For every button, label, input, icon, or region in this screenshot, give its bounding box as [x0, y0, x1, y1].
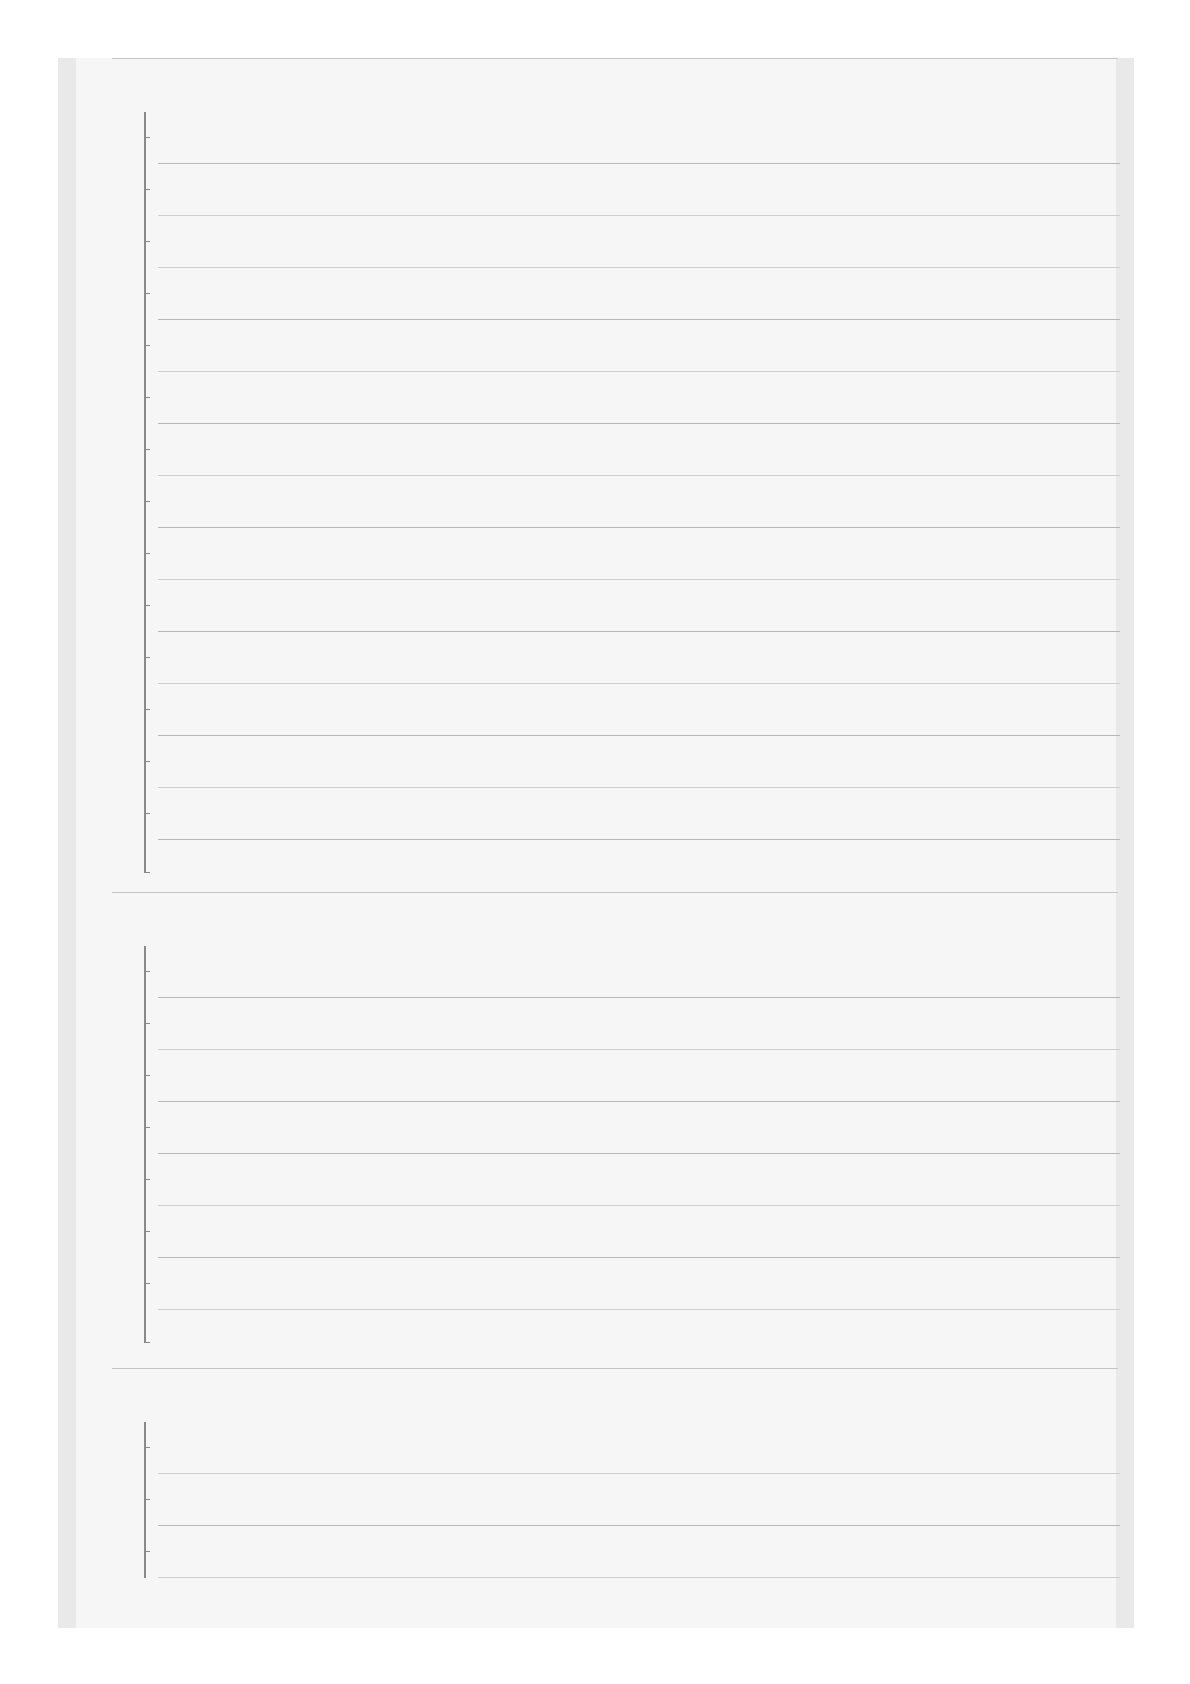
list-item — [144, 164, 1120, 216]
list-item — [144, 1526, 1120, 1578]
list-item — [144, 788, 1120, 840]
list-item — [144, 1050, 1120, 1102]
tree-branch-tick — [144, 449, 150, 450]
tree-branch-tick — [144, 1499, 150, 1500]
tree-branch-tick — [144, 293, 150, 294]
tree-branch-tick — [144, 971, 150, 972]
tree-branch-tick — [144, 1127, 150, 1128]
list-item — [144, 736, 1120, 788]
tree-branch-tick — [144, 137, 150, 138]
link-tree-section-2 — [144, 946, 1120, 1366]
tree-branch-tick — [144, 1023, 150, 1024]
row-divider — [158, 1577, 1120, 1578]
list-item — [144, 1258, 1120, 1310]
list-item — [144, 946, 1120, 998]
list-item — [144, 1102, 1120, 1154]
list-item — [144, 1474, 1120, 1526]
tree-branch-tick — [144, 761, 150, 762]
tree-branch-tick — [144, 553, 150, 554]
list-item — [144, 580, 1120, 632]
tree-branch-tick — [144, 397, 150, 398]
list-item — [144, 1154, 1120, 1206]
list-item — [144, 112, 1120, 164]
section-divider — [112, 892, 1118, 893]
list-item — [144, 216, 1120, 268]
document-page — [58, 58, 1134, 1628]
list-item — [144, 424, 1120, 476]
section-divider-top — [112, 58, 1118, 59]
list-item — [144, 372, 1120, 424]
tree-branch-tick — [144, 1551, 150, 1552]
tree-branch-tick — [144, 1075, 150, 1076]
list-item — [144, 320, 1120, 372]
list-item — [144, 1422, 1120, 1474]
list-item — [144, 684, 1120, 736]
list-item — [144, 1310, 1120, 1362]
tree-branch-tick — [144, 345, 150, 346]
tree-branch-tick — [144, 1283, 150, 1284]
tree-branch-tick — [144, 709, 150, 710]
list-item — [144, 268, 1120, 320]
tree-branch-tick — [144, 189, 150, 190]
section-divider — [112, 1368, 1118, 1369]
list-item — [144, 998, 1120, 1050]
tree-branch-tick — [144, 657, 150, 658]
link-tree-section-1 — [144, 112, 1120, 882]
tree-branch-tick — [144, 1447, 150, 1448]
tree-branch-tick — [144, 1231, 150, 1232]
tree-branch-tick — [144, 605, 150, 606]
tree-branch-tick — [144, 1179, 150, 1180]
list-item — [144, 1206, 1120, 1258]
list-item — [144, 632, 1120, 684]
link-tree-section-3 — [144, 1422, 1120, 1582]
tree-branch-tick — [144, 241, 150, 242]
list-item — [144, 528, 1120, 580]
list-item — [144, 840, 1120, 892]
list-item — [144, 476, 1120, 528]
tree-branch-tick — [144, 813, 150, 814]
tree-branch-tick — [144, 501, 150, 502]
